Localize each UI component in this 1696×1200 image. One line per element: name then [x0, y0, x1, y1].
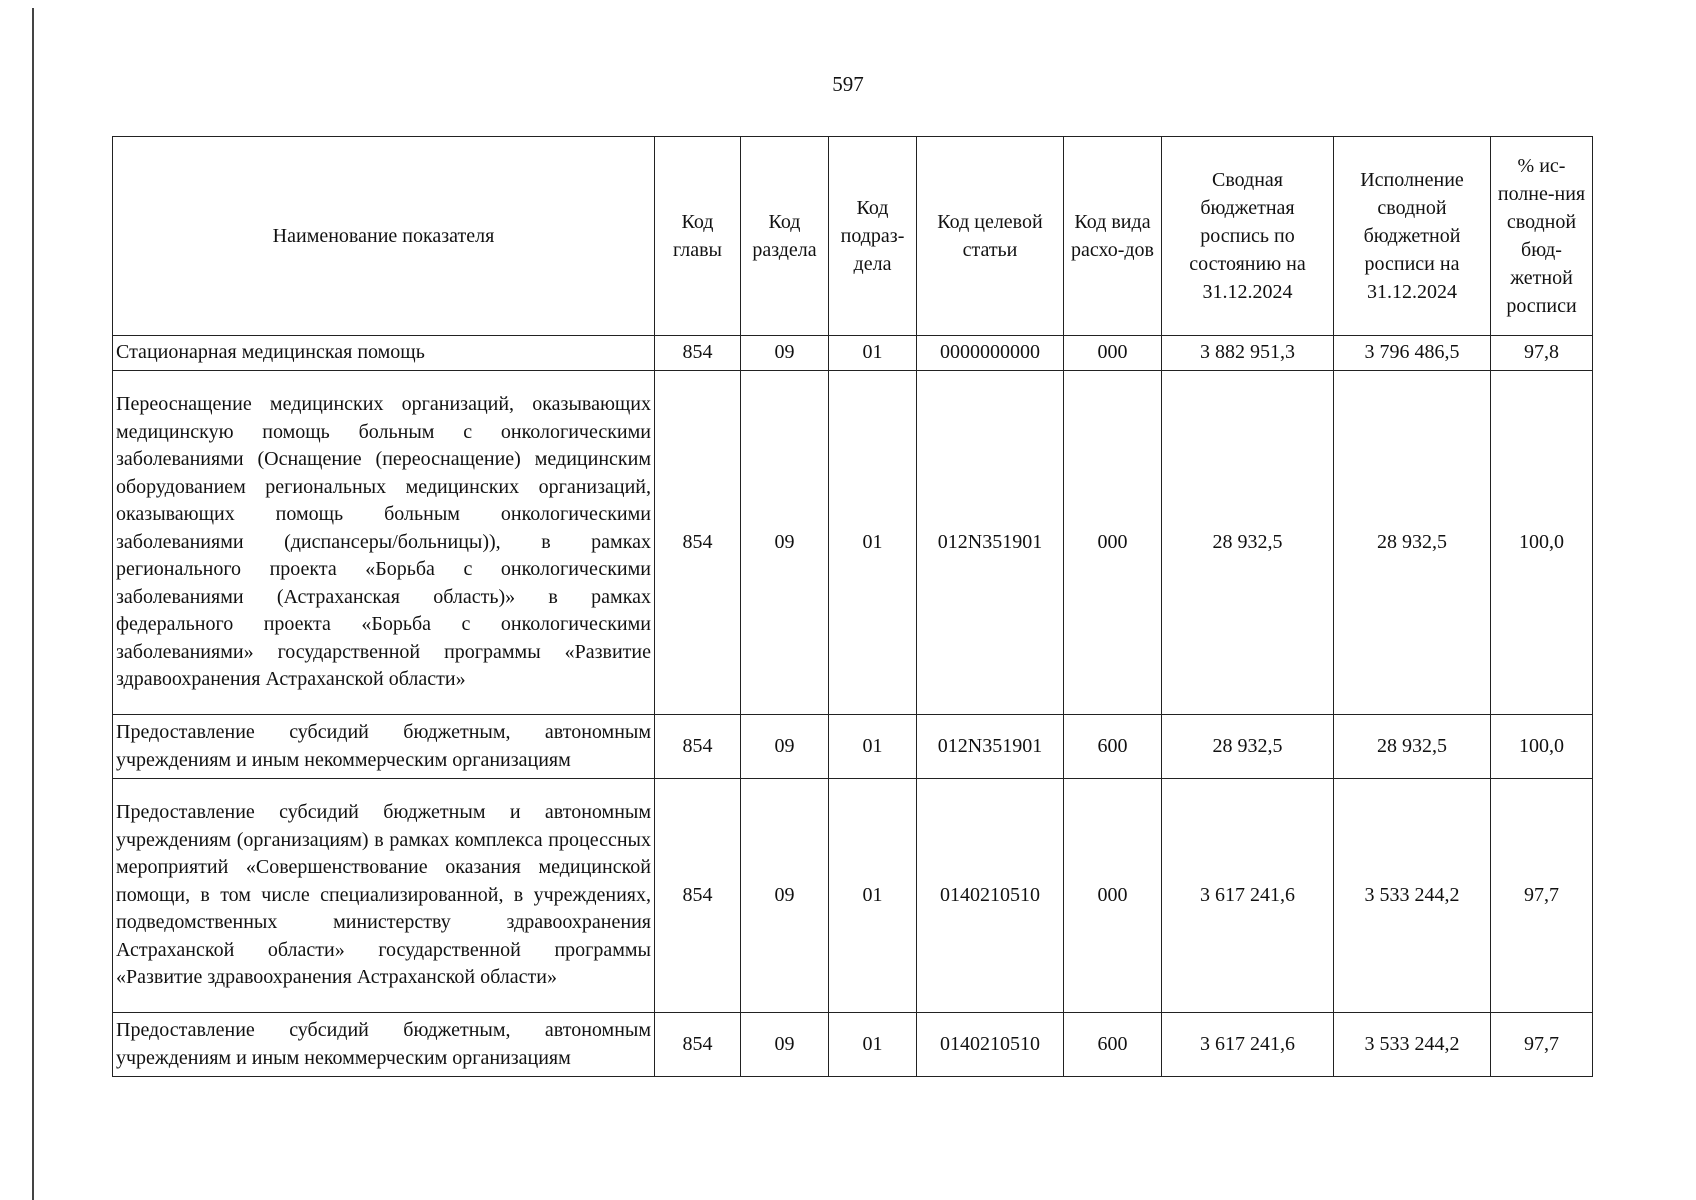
- row-budget-execution: 3 533 244,2: [1334, 779, 1491, 1013]
- row-section-code: 09: [741, 779, 829, 1013]
- header-target-code: Код целевой статьи: [917, 137, 1064, 336]
- row-budget-plan: 28 932,5: [1162, 715, 1334, 779]
- row-chapter-code: 854: [655, 336, 741, 371]
- row-chapter-code: 854: [655, 371, 741, 715]
- row-expense-type-code: 000: [1064, 779, 1162, 1013]
- row-indicator-name: Предоставление субсидий бюджетным, автономным учреждениям и иным некоммерческим организациям: [113, 1013, 655, 1077]
- row-budget-plan: 28 932,5: [1162, 371, 1334, 715]
- row-execution-percent: 97,7: [1491, 1013, 1593, 1077]
- header-budget-plan: Сводная бюджетная роспись по состоянию на 31.12.2024: [1162, 137, 1334, 336]
- row-subsection-code: 01: [829, 336, 917, 371]
- row-execution-percent: 100,0: [1491, 715, 1593, 779]
- page-number: 597: [832, 72, 864, 96]
- row-subsection-code: 01: [829, 1013, 917, 1077]
- row-chapter-code: 854: [655, 715, 741, 779]
- header-section-code: Код раздела: [741, 137, 829, 336]
- row-expense-type-code: 000: [1064, 336, 1162, 371]
- row-subsection-code: 01: [829, 779, 917, 1013]
- row-budget-plan: 3 882 951,3: [1162, 336, 1334, 371]
- row-execution-percent: 97,7: [1491, 779, 1593, 1013]
- table-row: [113, 715, 1593, 779]
- row-budget-execution: 28 932,5: [1334, 715, 1491, 779]
- budget-execution-table: [112, 136, 1593, 1077]
- row-execution-percent: 100,0: [1491, 371, 1593, 715]
- binding-margin-line: [32, 8, 34, 1200]
- row-budget-execution: 3 533 244,2: [1334, 1013, 1491, 1077]
- row-target-code: 012N351901: [917, 371, 1064, 715]
- row-section-code: 09: [741, 1013, 829, 1077]
- row-expense-type-code: 000: [1064, 371, 1162, 715]
- table-row: [113, 371, 1593, 715]
- row-section-code: 09: [741, 336, 829, 371]
- row-indicator-name: Переоснащение медицинских организаций, оказывающих медицинскую помощь больным с онкологическими заболеваниями (Оснащение (переоснащение) медицинским оборудованием региональных медицинских организаций, оказывающих помощь больным онкологическими заболеваниями (диспансеры/больницы)), в рамках регионального проекта «Борьба с онкологическими заболеваниями (Астраханская область)» в рамках федерального проекта «Борьба с онкологическими заболеваниями» государственной программы «Развитие здравоохранения Астраханской области»: [113, 371, 655, 715]
- row-subsection-code: 01: [829, 371, 917, 715]
- header-chapter-code: Код главы: [655, 137, 741, 336]
- row-subsection-code: 01: [829, 715, 917, 779]
- header-budget-execution: Исполнение сводной бюджетной росписи на 31.12.2024: [1334, 137, 1491, 336]
- row-execution-percent: 97,8: [1491, 336, 1593, 371]
- row-indicator-name: Стационарная медицинская помощь: [113, 336, 655, 371]
- row-target-code: 0000000000: [917, 336, 1064, 371]
- header-execution-percent: % ис-полне-ния сводной бюд-жетной росписи: [1491, 137, 1593, 336]
- row-indicator-name: Предоставление субсидий бюджетным, автономным учреждениям и иным некоммерческим организациям: [113, 715, 655, 779]
- header-expense-type-code: Код вида расхо-дов: [1064, 137, 1162, 336]
- row-target-code: 012N351901: [917, 715, 1064, 779]
- table-header-row: [113, 137, 1593, 336]
- header-indicator-name: Наименование показателя: [113, 137, 655, 336]
- row-budget-plan: 3 617 241,6: [1162, 1013, 1334, 1077]
- row-budget-execution: 3 796 486,5: [1334, 336, 1491, 371]
- table-row: [113, 779, 1593, 1013]
- row-section-code: 09: [741, 715, 829, 779]
- row-chapter-code: 854: [655, 779, 741, 1013]
- row-target-code: 0140210510: [917, 779, 1064, 1013]
- table-row: [113, 1013, 1593, 1077]
- table-row: [113, 336, 1593, 371]
- row-indicator-name: Предоставление субсидий бюджетным и автономным учреждениям (организациям) в рамках комплекса процессных мероприятий «Совершенствование оказания медицинской помощи, в том числе специализированной, в учреждениях, подведомственных министерству здравоохранения Астраханской области» государственной программы «Развитие здравоохранения Астраханской области»: [113, 779, 655, 1013]
- header-subsection-code: Код подраз-дела: [829, 137, 917, 336]
- row-expense-type-code: 600: [1064, 715, 1162, 779]
- row-budget-execution: 28 932,5: [1334, 371, 1491, 715]
- row-chapter-code: 854: [655, 1013, 741, 1077]
- row-budget-plan: 3 617 241,6: [1162, 779, 1334, 1013]
- row-section-code: 09: [741, 371, 829, 715]
- row-expense-type-code: 600: [1064, 1013, 1162, 1077]
- row-target-code: 0140210510: [917, 1013, 1064, 1077]
